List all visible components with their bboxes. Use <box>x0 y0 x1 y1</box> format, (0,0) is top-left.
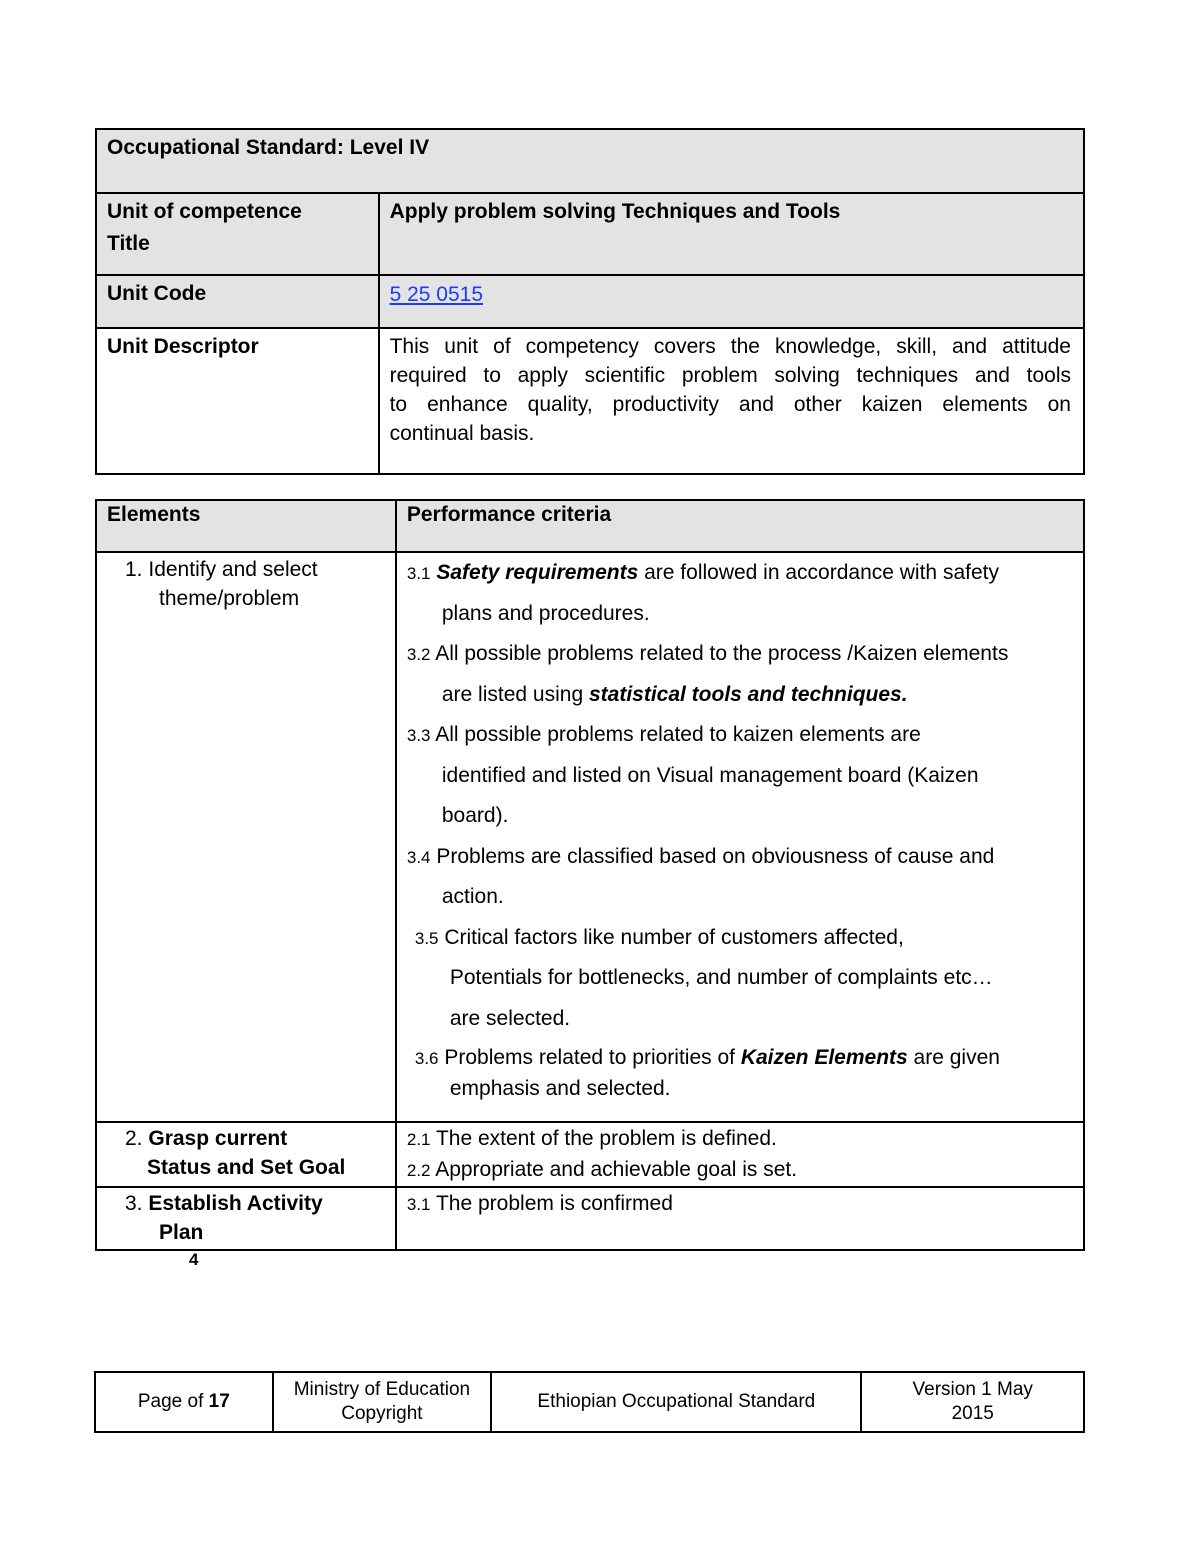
unit-code-value <box>379 275 1084 328</box>
page-number: 4 <box>189 1250 199 1269</box>
criterion-3-5-text: Critical factors like number of customers affected, <box>438 925 904 949</box>
criterion-2-2 <box>397 1155 1083 1186</box>
element-1-number: 1. <box>125 558 143 581</box>
criterion-3-1-number: 3.1 <box>406 564 431 583</box>
criterion-3-1-final-text: The problem is confirmed <box>430 1192 673 1215</box>
footer-ministry-line1: Ministry of Education <box>293 1379 471 1400</box>
criterion-3-6-text-end: are given <box>907 1046 1000 1069</box>
criterion-3-3-number: 3.3 <box>406 726 431 745</box>
element-1-line2: theme/problem <box>159 587 300 610</box>
criterion-3-3-text: All possible problems related to kaizen elements are <box>430 723 921 746</box>
element-row-2 <box>96 1122 1084 1187</box>
criterion-3-3 <box>397 715 1083 756</box>
performance-criteria-table <box>95 499 1085 1251</box>
criterion-2-2-number: 2.2 <box>406 1161 431 1180</box>
criterion-3-1-emphasis: Safety requirements <box>436 561 639 584</box>
footer-standard-text: Ethiopian Occupational Standard <box>537 1391 816 1412</box>
element-3-line2: Plan <box>159 1221 204 1244</box>
criteria-3 <box>396 1187 1084 1250</box>
unit-code-label-text: Unit Code <box>107 282 207 305</box>
unit-title-label <box>96 193 379 275</box>
performance-header <box>396 500 1084 552</box>
unit-code-link[interactable]: 5 25 0515 <box>389 283 484 306</box>
element-2-number: 2. <box>125 1127 143 1150</box>
unit-title-text: Apply problem solving Techniques and Tools <box>389 200 841 223</box>
element-2-line2: Status and Set Goal <box>147 1156 346 1179</box>
criterion-3-1-text: are followed in accordance with safety <box>638 561 999 584</box>
element-3 <box>96 1187 396 1250</box>
footer-standard <box>491 1372 861 1432</box>
footer-page-total: 17 <box>208 1391 230 1412</box>
descriptor-line-2: required to apply scientific problem solving techniques and tools <box>389 364 1071 387</box>
elements-header-text: Elements <box>107 503 201 526</box>
element-3-line1: Establish Activity <box>148 1192 323 1215</box>
criterion-3-3-line2: identified and listed on Visual management board (Kaizen <box>441 763 979 787</box>
criterion-3-2-line2 <box>397 675 1083 716</box>
criterion-3-2-emphasis: statistical tools and techniques. <box>588 682 908 706</box>
title-row <box>96 129 1084 193</box>
element-2 <box>96 1122 396 1187</box>
footer-version-line2: 2015 <box>951 1403 994 1424</box>
criterion-3-2 <box>397 634 1083 675</box>
criterion-3-6-number: 3.6 <box>414 1049 439 1068</box>
criterion-3-5-line2: Potentials for bottlenecks, and number of complaints etc… <box>449 966 993 989</box>
footer-page <box>95 1372 273 1432</box>
descriptor-line-4: continual basis. <box>389 422 535 445</box>
criterion-3-1-line2: plans and procedures. <box>441 601 650 625</box>
performance-header-text: Performance criteria <box>406 503 612 526</box>
footer-ministry <box>273 1372 492 1432</box>
criterion-3-2-line2-text: are listed using <box>441 682 589 706</box>
descriptor-line-3: to enhance quality, productivity and other kaizen elements on <box>389 393 1071 416</box>
element-1-line1: Identify and select <box>148 558 318 581</box>
criteria-header-row <box>96 500 1084 552</box>
footer-page-label: Page of <box>137 1391 209 1412</box>
criterion-3-3-line3: board). <box>441 804 509 827</box>
criterion-3-4-text: Problems are classified based on obviousness of cause and <box>430 844 995 868</box>
footer-row <box>95 1372 1084 1432</box>
criterion-2-1-number: 2.1 <box>406 1130 431 1149</box>
unit-descriptor-label-text: Unit Descriptor <box>107 335 259 358</box>
unit-info-table <box>95 128 1085 475</box>
unit-descriptor-row <box>96 328 1084 474</box>
criterion-3-6-emphasis: Kaizen Elements <box>740 1046 908 1069</box>
criterion-3-5-number: 3.5 <box>414 928 439 948</box>
criterion-3-5 <box>397 918 1083 959</box>
element-1 <box>96 552 396 1122</box>
criterion-3-2-text: All possible problems related to the process /Kaizen elements <box>430 642 1009 665</box>
criterion-2-1-text: The extent of the problem is defined. <box>430 1127 777 1150</box>
criterion-2-2-text: Appropriate and achievable goal is set. <box>430 1158 798 1181</box>
criterion-3-4 <box>397 837 1083 878</box>
criterion-3-1 <box>397 553 1083 594</box>
title-text: Occupational Standard: Level IV <box>107 136 430 159</box>
criterion-3-4-number: 3.4 <box>406 847 431 867</box>
footer-ministry-line2: Copyright <box>341 1403 423 1424</box>
element-row-3 <box>96 1187 1084 1250</box>
criterion-3-6 <box>397 1039 1083 1074</box>
unit-descriptor-value <box>379 328 1084 474</box>
footer-version-line1: Version 1 May <box>912 1379 1033 1400</box>
criterion-3-5-line3: are selected. <box>449 1006 571 1030</box>
criterion-3-2-number: 3.2 <box>406 645 431 664</box>
element-row-1 <box>96 552 1084 1122</box>
occupational-standard-title <box>96 129 1084 193</box>
criteria-2 <box>396 1122 1084 1187</box>
elements-header <box>96 500 396 552</box>
criterion-2-1 <box>397 1124 1083 1155</box>
unit-code-label <box>96 275 379 328</box>
footer-table <box>94 1371 1085 1433</box>
unit-title-label-line2: Title <box>107 232 150 255</box>
unit-descriptor-label <box>96 328 379 474</box>
unit-title-label-line1: Unit of competence <box>107 200 302 223</box>
element-2-line1: Grasp current <box>148 1127 288 1150</box>
criterion-3-4-line2: action. <box>441 885 504 908</box>
descriptor-line-1: This unit of competency covers the knowledge, skill, and attitude <box>389 335 1071 358</box>
criterion-3-1-final-number: 3.1 <box>406 1195 431 1214</box>
criterion-3-6-text: Problems related to priorities of <box>438 1046 741 1069</box>
element-3-number: 3. <box>125 1192 143 1215</box>
criterion-3-6-line2: emphasis and selected. <box>449 1077 671 1100</box>
criteria-1 <box>396 552 1084 1122</box>
unit-title-row <box>96 193 1084 275</box>
unit-title-value <box>379 193 1084 275</box>
unit-code-row <box>96 275 1084 328</box>
criterion-3-1-final <box>397 1189 1083 1220</box>
footer-version <box>861 1372 1084 1432</box>
